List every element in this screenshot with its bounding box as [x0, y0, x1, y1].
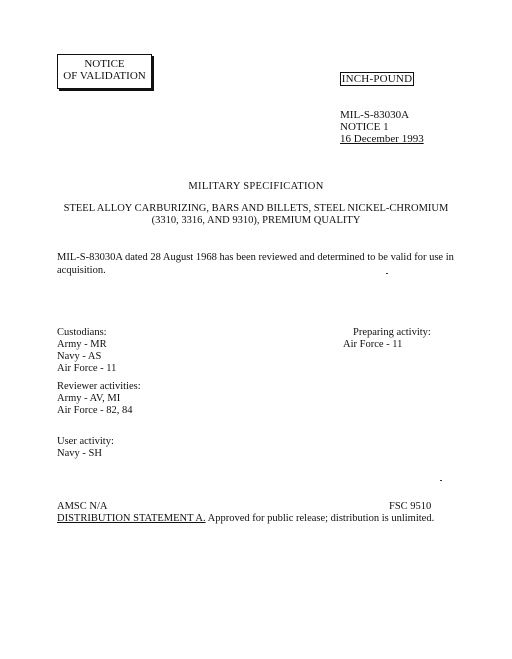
- fsc-label: FSC 9510: [389, 501, 432, 512]
- custodian-item: Air Force - 11: [57, 363, 117, 374]
- reviewer-item: Air Force - 82, 84: [57, 405, 133, 416]
- custodian-item: Army - MR: [57, 339, 107, 350]
- preparing-activity-value: Air Force - 11: [343, 339, 403, 350]
- scan-speck: [440, 480, 442, 481]
- preparing-activity-block: [343, 327, 431, 351]
- distribution-text: Approved for public release; distribution is unlimited.: [207, 513, 435, 524]
- notice-of-validation-box: [57, 54, 152, 89]
- document-identifier: [340, 109, 424, 145]
- spec-title-line-1: STEEL ALLOY CARBURIZING, BARS AND BILLETS, STEEL NICKEL-CHROMIUM: [63, 203, 449, 214]
- spec-type-heading: MILITARY SPECIFICATION: [188, 181, 324, 192]
- spec-title-line-2: (3310, 3316, AND 9310), PREMIUM QUALITY: [151, 215, 361, 226]
- notice-number: NOTICE 1: [340, 121, 389, 133]
- reviewer-activities-heading: Reviewer activities:: [57, 381, 141, 392]
- reviewer-item: Army - AV, MI: [57, 393, 121, 404]
- notice-line-1: NOTICE: [84, 58, 125, 70]
- custodians-heading: Custodians:: [57, 327, 107, 338]
- user-activity-heading: User activity:: [57, 436, 114, 447]
- preparing-activity-heading: Preparing activity:: [353, 327, 431, 338]
- validation-statement: MIL-S-83030A dated 28 August 1968 has been reviewed and determined to be valid for use in acquisition.: [57, 252, 454, 276]
- notice-line-2: OF VALIDATION: [63, 70, 146, 82]
- spec-title: [0, 203, 512, 227]
- scan-speck: [386, 273, 388, 274]
- amsc-label: AMSC N/A: [57, 501, 108, 512]
- notice-date: 16 December 1993: [340, 133, 424, 145]
- reviewer-activities-block: [57, 381, 141, 417]
- custodian-item: Navy - AS: [57, 351, 102, 362]
- distribution-label: DISTRIBUTION STATEMENT A.: [57, 513, 206, 524]
- inch-pound-label: INCH-POUND: [341, 73, 413, 85]
- user-activity-item: Navy - SH: [57, 448, 102, 459]
- user-activity-block: [57, 436, 114, 460]
- distribution-statement: [57, 513, 434, 525]
- custodians-block: [57, 327, 116, 375]
- doc-number: MIL-S-83030A: [340, 109, 410, 121]
